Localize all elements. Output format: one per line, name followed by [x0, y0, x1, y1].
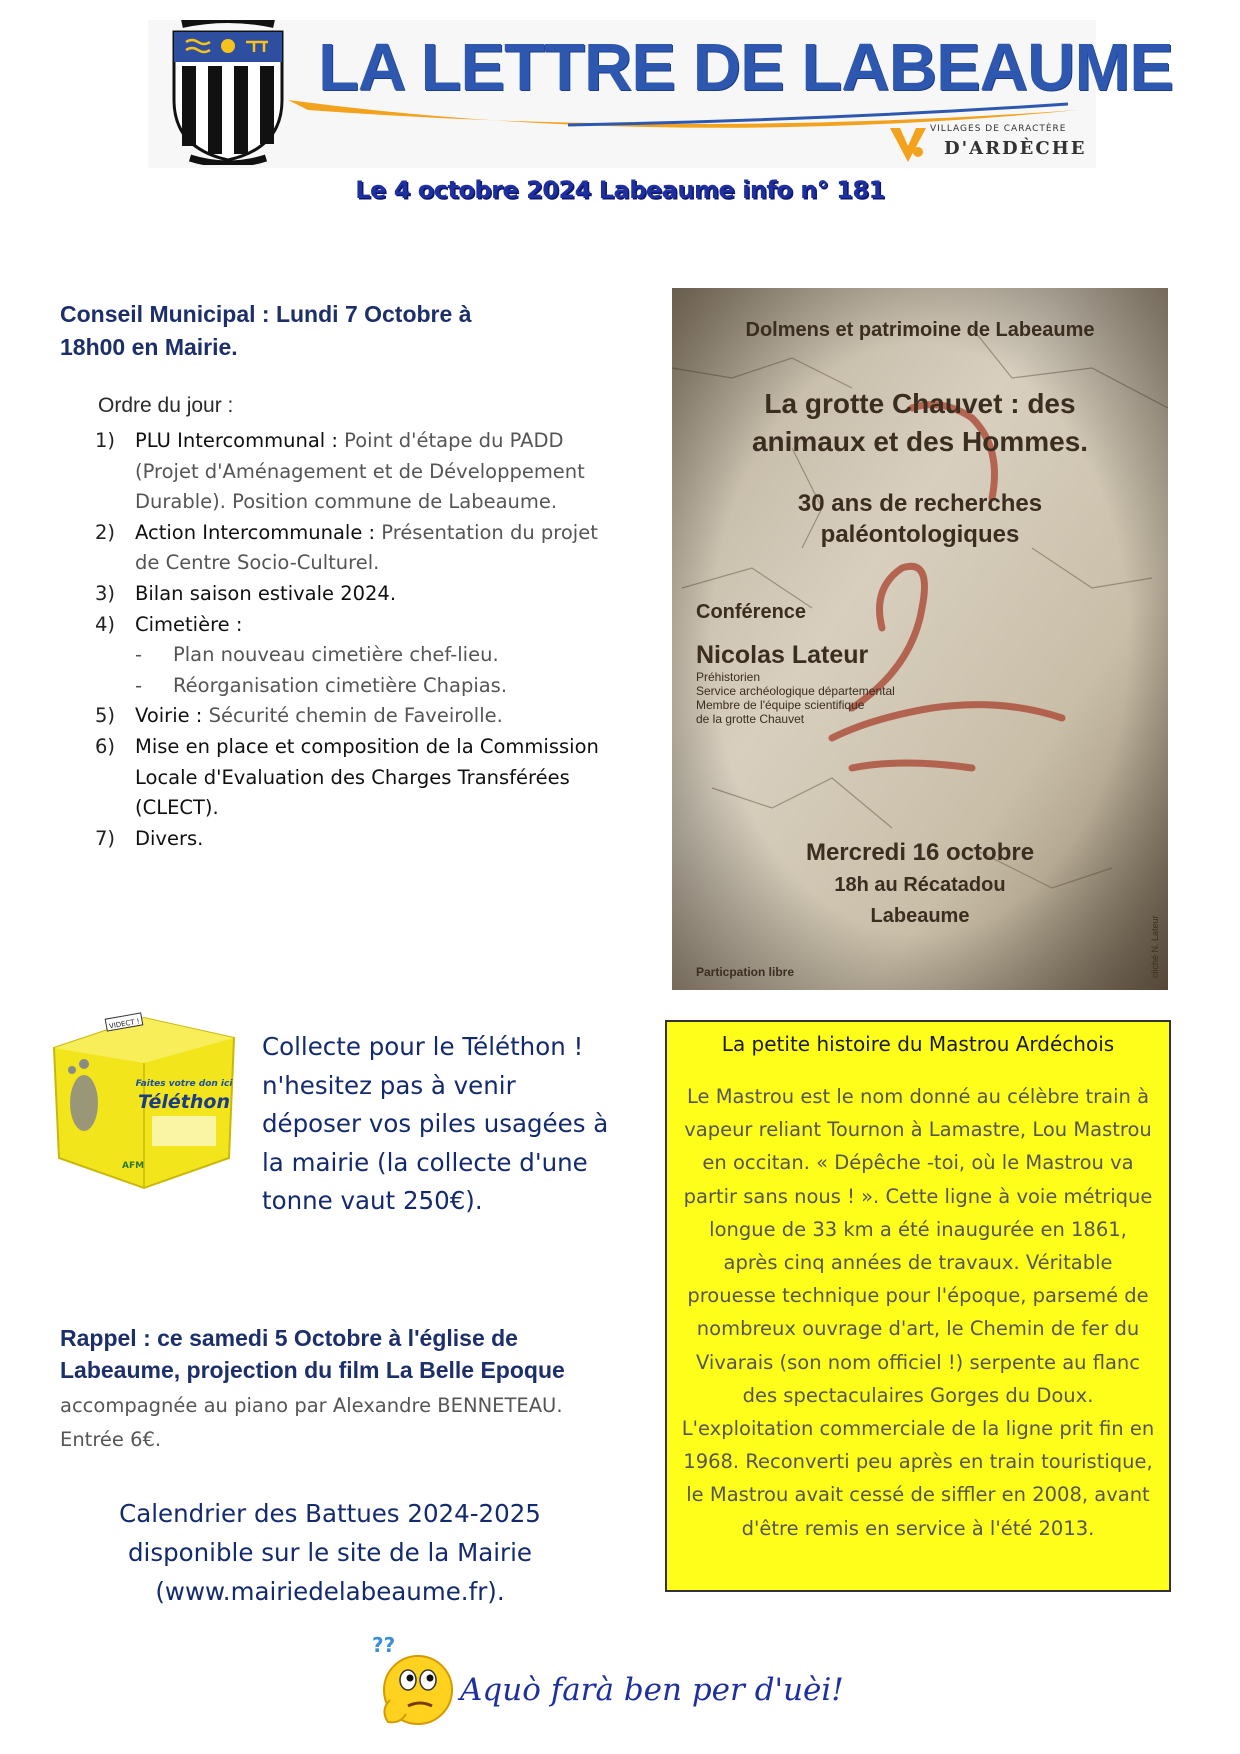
mastrou-history-box — [665, 1020, 1171, 1592]
telethon-box-brand: Téléthon — [138, 1091, 230, 1113]
poster-role: de la grotte Chauvet — [696, 712, 805, 726]
agenda-subitem: - Réorganisation cimetière Chapias. — [135, 673, 508, 697]
agenda-item: 2) Action Intercommunale : Présentation du projet de Centre Socio-Culturel. — [95, 520, 598, 575]
agenda-item: 5) Voirie : Sécurité chemin de Faveirolle. — [95, 704, 503, 728]
masthead-title: LA LETTRE DE LABEAUME — [318, 30, 1173, 105]
agenda-item: 3) Bilan saison estivale 2024. — [95, 581, 397, 605]
occitan-motto: Aquò farà ben per d'uèi! — [460, 1672, 844, 1708]
telethon-collection-text: Collecte pour le Téléthon ! n'hesitez pas à venir déposer vos piles usagées à la mairie (la collecte d'une tonne vaut 250€). — [262, 1032, 609, 1215]
agenda-item: 7) Divers. — [95, 826, 204, 850]
mastrou-body: Le Mastrou est le nom donné au célèbre train à vapeur reliant Tournon à Lamastre, Lou Mastrou en occitan. « Dépêche -toi, où le Mastrou va partir sans nous ! ». Cette ligne à voie métrique longue de 33 km a été inaugurée en 1861, après cinq années de travaux. Véritable prouesse technique pour l'époque, parsemé de nombreux ouvrage d'art, le Chemin de fer du Vivarais (son nom officiel !) serpente au flanc des spectaculaires Gorges du Doux. L'exploitation commerciale de la ligne prit fin en 1968. Reconverti peu après en train touristique, le Mastrou avait cessé de siffler en 2008, avant d'être remis en service à l'été 2013. — [681, 1085, 1155, 1540]
telethon-box-line1: Faites votre don ici — [135, 1079, 233, 1089]
poster-town: Labeaume — [870, 905, 970, 927]
newsletter-header — [148, 20, 1173, 168]
poster-title-line1: La grotte Chauvet : des — [764, 388, 1076, 419]
agenda-heading: Ordre du jour : — [98, 394, 234, 417]
thinking-smiley-icon — [370, 1630, 462, 1730]
poster-role: Service archéologique départemental — [696, 684, 895, 698]
agenda-subitem: - Plan nouveau cimetière chef-lieu. — [135, 643, 499, 667]
telethon-box-afm: AFM — [122, 1161, 145, 1171]
mastrou-title: La petite histoire du Mastrou Ardéchois — [721, 1032, 1115, 1056]
poster-time-place: 18h au Récatadou — [834, 874, 1006, 896]
hunting-calendar-notice — [100, 1494, 560, 1611]
battues-url: (www.mairiedelabeaume.fr). — [155, 1577, 505, 1606]
telethon-box-tag: VIDECT ! — [108, 1017, 141, 1031]
poster-series: Dolmens et patrimoine de Labeaume — [745, 319, 1095, 341]
vdc-big-label: D'ARDÈCHE — [944, 138, 1087, 159]
reminder-bold-text: Rappel : ce samedi 5 Octobre à l'église de Labeaume, projection du film La Belle Epoque — [60, 1325, 565, 1383]
battues-line: Calendrier des Battues 2024-2025 — [119, 1499, 541, 1528]
agenda-item: 4) Cimetière : — [95, 612, 243, 636]
agenda-list — [95, 426, 605, 854]
poster-subtitle-line2: paléontologiques — [820, 521, 1020, 548]
question-marks: ?? — [372, 1633, 396, 1657]
poster-subtitle-line1: 30 ans de recherches — [797, 490, 1043, 517]
poster-role: Membre de l'équipe scientifique — [696, 698, 865, 712]
council-meeting-title: Conseil Municipal : Lundi 7 Octobre à 18h00 en Mairie. — [60, 301, 472, 360]
poster-speaker: Nicolas Lateur — [696, 641, 869, 669]
poster-date: Mercredi 16 octobre — [805, 839, 1035, 866]
poster-participation: Particpation libre — [696, 965, 795, 979]
poster-photo-credit: cliché N. Lateur — [1150, 915, 1160, 978]
poster-title-line2: animaux et des Hommes. — [751, 426, 1089, 457]
agenda-item: 6) Mise en place et composition de la Commission Locale d'Evaluation des Charges Transférées (CLECT). — [95, 734, 599, 820]
battues-line: disponible sur le site de la Mairie — [127, 1538, 532, 1567]
poster-role: Préhistorien — [696, 670, 761, 684]
villages-de-caractere-logo — [888, 122, 1088, 166]
issue-dateline: Le 4 octobre 2024 Labeaume info n° 181 — [355, 176, 885, 204]
poster-conference-label: Conférence — [696, 601, 807, 623]
vdc-small-label: VILLAGES DE CARACTÈRE — [930, 124, 1067, 134]
film-screening-reminder — [60, 1322, 600, 1456]
reminder-details-text: accompagnée au piano par Alexandre BENNETEAU. Entrée 6€. — [60, 1394, 563, 1451]
agenda-item: 1) PLU Intercommunal : Point d'étape du PADD (Projet d'Aménagement et de Développement Durable). Position commune de Labeaume. — [95, 429, 585, 514]
conference-poster — [672, 288, 1168, 990]
telethon-collection-box — [44, 1008, 244, 1193]
